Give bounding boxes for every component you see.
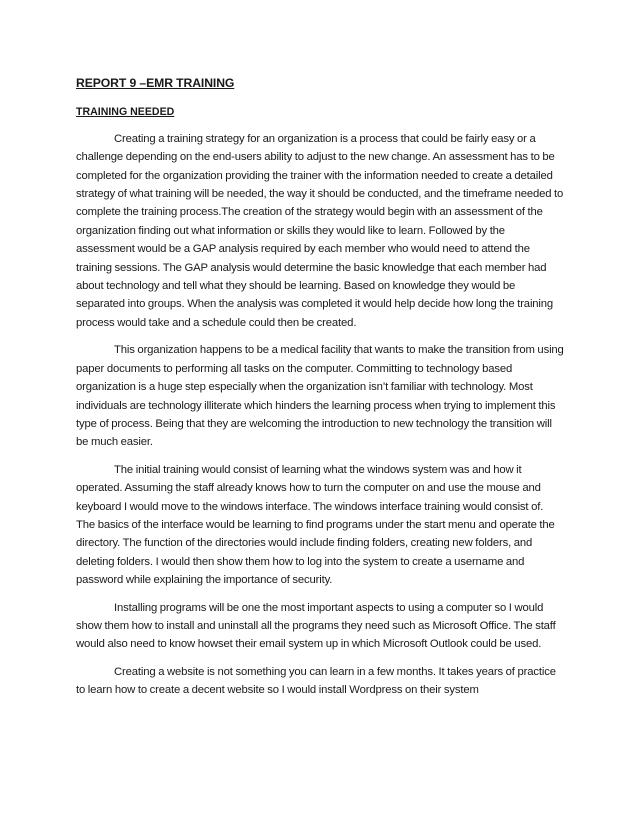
paragraph-website: Creating a website is not something you can learn in a few months. It takes years of practice to learn how to create a decent website so I would install Wordpress on their system	[76, 665, 556, 697]
section-heading: TRAINING NEEDED	[76, 106, 175, 119]
paragraph-initial-training: The initial training would consist of learning what the windows system was and how it operated. Assuming the staff already knows how to turn the computer on and use the mouse and keyboard I would move to the windows interface. The windows interface training would consist of. The basics of the interface would be learning to find programs under the start menu and operate the directory. The function of the directories would include finding folders, creating new folders, and deleting folders. I would then show them how to log into the system to create a username and password while explaining the importance of security.	[76, 463, 555, 587]
document-body	[76, 74, 564, 709]
paragraph-organization: This organization happens to be a medical facility that wants to make the transition from using paper documents to performing all tasks on the computer. Committing to technology based organization is a huge step especially when the organization isn’t familiar with technology. Most individuals are technology illiterate which hinders the learning process when trying to implement this type of process. Being that they are welcoming the introduction to new technology the transition will be much easier.	[76, 344, 564, 449]
report-title: REPORT 9 –EMR TRAINING	[76, 76, 235, 90]
paragraph-training-strategy: Creating a training strategy for an organization is a process that could be fairly easy or a challenge depending on the end-users ability to adjust to the new change. An assessment has to be completed for the organization providing the trainer with the information needed to create a detailed strategy of what training will be needed, the way it should be conducted, and the timeframe needed to complete the training process.The creation of the strategy would begin with an assessment of the organization finding out what information or skills they would like to learn. Followed by the assessment would be a GAP analysis required by each member who would need to attend the training sessions. The GAP analysis would determine the basic knowledge that each member had about technology and tell what they should be learning. Based on knowledge they would be separated into groups. When the analysis was completed it would help decide how long the training process would take and a schedule could then be created.	[76, 132, 564, 329]
paragraph-installing-programs: Installing programs will be one the most important aspects to using a computer so I would show them how to install and uninstall all the programs they need such as Microsoft Office. The staff would also need to know howset their email system up in which Microsoft Outlook could be used.	[76, 601, 556, 651]
